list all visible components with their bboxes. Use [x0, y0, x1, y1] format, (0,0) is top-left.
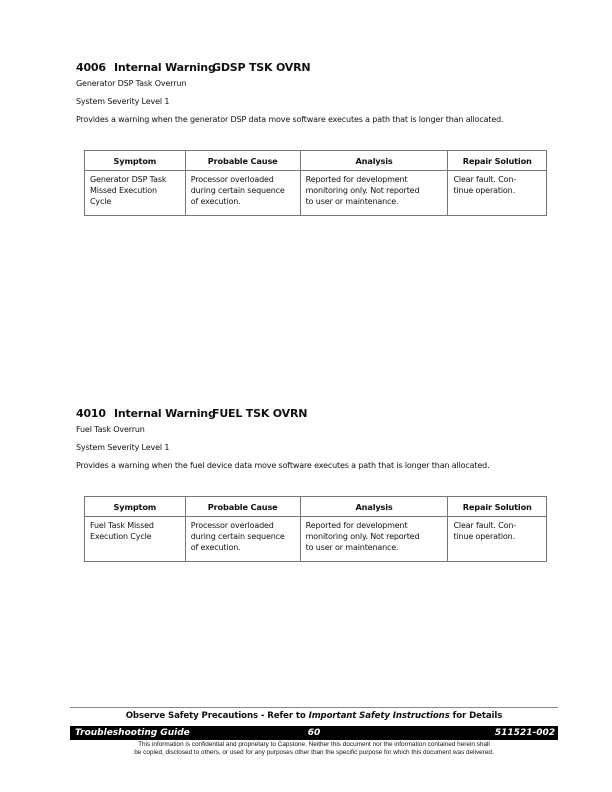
cell-probable-cause — [185, 171, 300, 216]
safety-prefix: Observe Safety Precautions - Refer to — [125, 711, 309, 721]
cell-line: monitoring only. Not reported — [305, 186, 420, 195]
cell-line: Reported for development — [305, 175, 408, 184]
cell-line: of execution. — [190, 543, 241, 552]
cell-symptom — [85, 171, 186, 216]
header-repair-solution: Repair Solution — [448, 497, 547, 517]
cell-line: during certain sequence — [190, 186, 285, 195]
cell-line: Clear fault. Con- — [453, 521, 517, 530]
fault-code: 4006 — [76, 61, 106, 74]
cell-repair-solution — [448, 517, 547, 562]
confidentiality-line: This information is confidential and proprietary to Capstone. Neither this document nor the information contained herein shall — [138, 741, 490, 748]
confidentiality-line: be copied, disclosed to others, or used for any purposes other than the specific purpose for which this document was delivered. — [134, 749, 494, 756]
cell-analysis — [300, 171, 448, 216]
cell-line: Processor overloaded — [190, 521, 274, 530]
header-repair-solution: Repair Solution — [448, 151, 547, 171]
cell-line: tinue operation. — [453, 186, 515, 195]
header-symptom: Symptom — [85, 497, 186, 517]
fault-mnemonic: GDSP TSK OVRN — [212, 61, 311, 74]
cell-symptom — [85, 517, 186, 562]
table-header-row — [85, 151, 547, 171]
header-probable-cause: Probable Cause — [185, 151, 300, 171]
fault-section-4010 — [76, 407, 556, 471]
cell-line: to user or maintenance. — [305, 197, 399, 206]
fault-name: Fuel Task Overrun — [76, 425, 145, 434]
table-row — [85, 517, 547, 562]
safety-notice — [70, 710, 558, 722]
guide-title: Troubleshooting Guide — [75, 728, 190, 738]
cell-line: Generator DSP Task — [90, 175, 167, 184]
fault-section-4006 — [76, 61, 556, 125]
safety-suffix: for Details — [449, 711, 503, 721]
table-row — [85, 171, 547, 216]
header-analysis: Analysis — [300, 497, 448, 517]
fault-title — [76, 407, 556, 421]
table-header-row — [85, 497, 547, 517]
footer-bar — [70, 726, 558, 740]
cell-line: tinue operation. — [453, 532, 515, 541]
cell-line: Fuel Task Missed — [90, 521, 154, 530]
cell-probable-cause — [185, 517, 300, 562]
fault-category: Internal Warning — [114, 61, 216, 74]
cell-line: Reported for development — [305, 521, 408, 530]
fault-severity: System Severity Level 1 — [76, 97, 170, 106]
header-probable-cause: Probable Cause — [185, 497, 300, 517]
fault-severity: System Severity Level 1 — [76, 443, 170, 452]
cell-line: of execution. — [190, 197, 241, 206]
cell-line: Execution Cycle — [90, 532, 152, 541]
fault-code: 4010 — [76, 407, 106, 420]
cell-line: Clear fault. Con- — [453, 175, 517, 184]
cell-repair-solution — [448, 171, 547, 216]
confidentiality-notice — [70, 741, 558, 757]
fault-description: Provides a warning when the generator DSP data move software executes a path that is longer than allocated. — [76, 115, 504, 124]
cell-line: Processor overloaded — [190, 175, 274, 184]
fault-name: Generator DSP Task Overrun — [76, 79, 187, 88]
document-number: 511521-002 — [494, 728, 555, 738]
fault-category: Internal Warning — [114, 407, 216, 420]
fault-table-4006 — [84, 150, 547, 216]
fault-description: Provides a warning when the fuel device data move software executes a path that is longer than allocated. — [76, 461, 490, 470]
cell-line: to user or maintenance. — [305, 543, 399, 552]
header-analysis: Analysis — [300, 151, 448, 171]
cell-line: Missed Execution — [90, 186, 157, 195]
footer-divider — [70, 707, 558, 708]
fault-table-4010 — [84, 496, 547, 562]
cell-line: during certain sequence — [190, 532, 285, 541]
fault-title — [76, 61, 556, 75]
cell-analysis — [300, 517, 448, 562]
header-symptom: Symptom — [85, 151, 186, 171]
safety-instructions-reference: Important Safety Instructions — [308, 711, 450, 721]
fault-mnemonic: FUEL TSK OVRN — [212, 407, 308, 420]
page-number: 60 — [307, 728, 321, 738]
cell-line: Cycle — [90, 197, 112, 206]
cell-line: monitoring only. Not reported — [305, 532, 420, 541]
